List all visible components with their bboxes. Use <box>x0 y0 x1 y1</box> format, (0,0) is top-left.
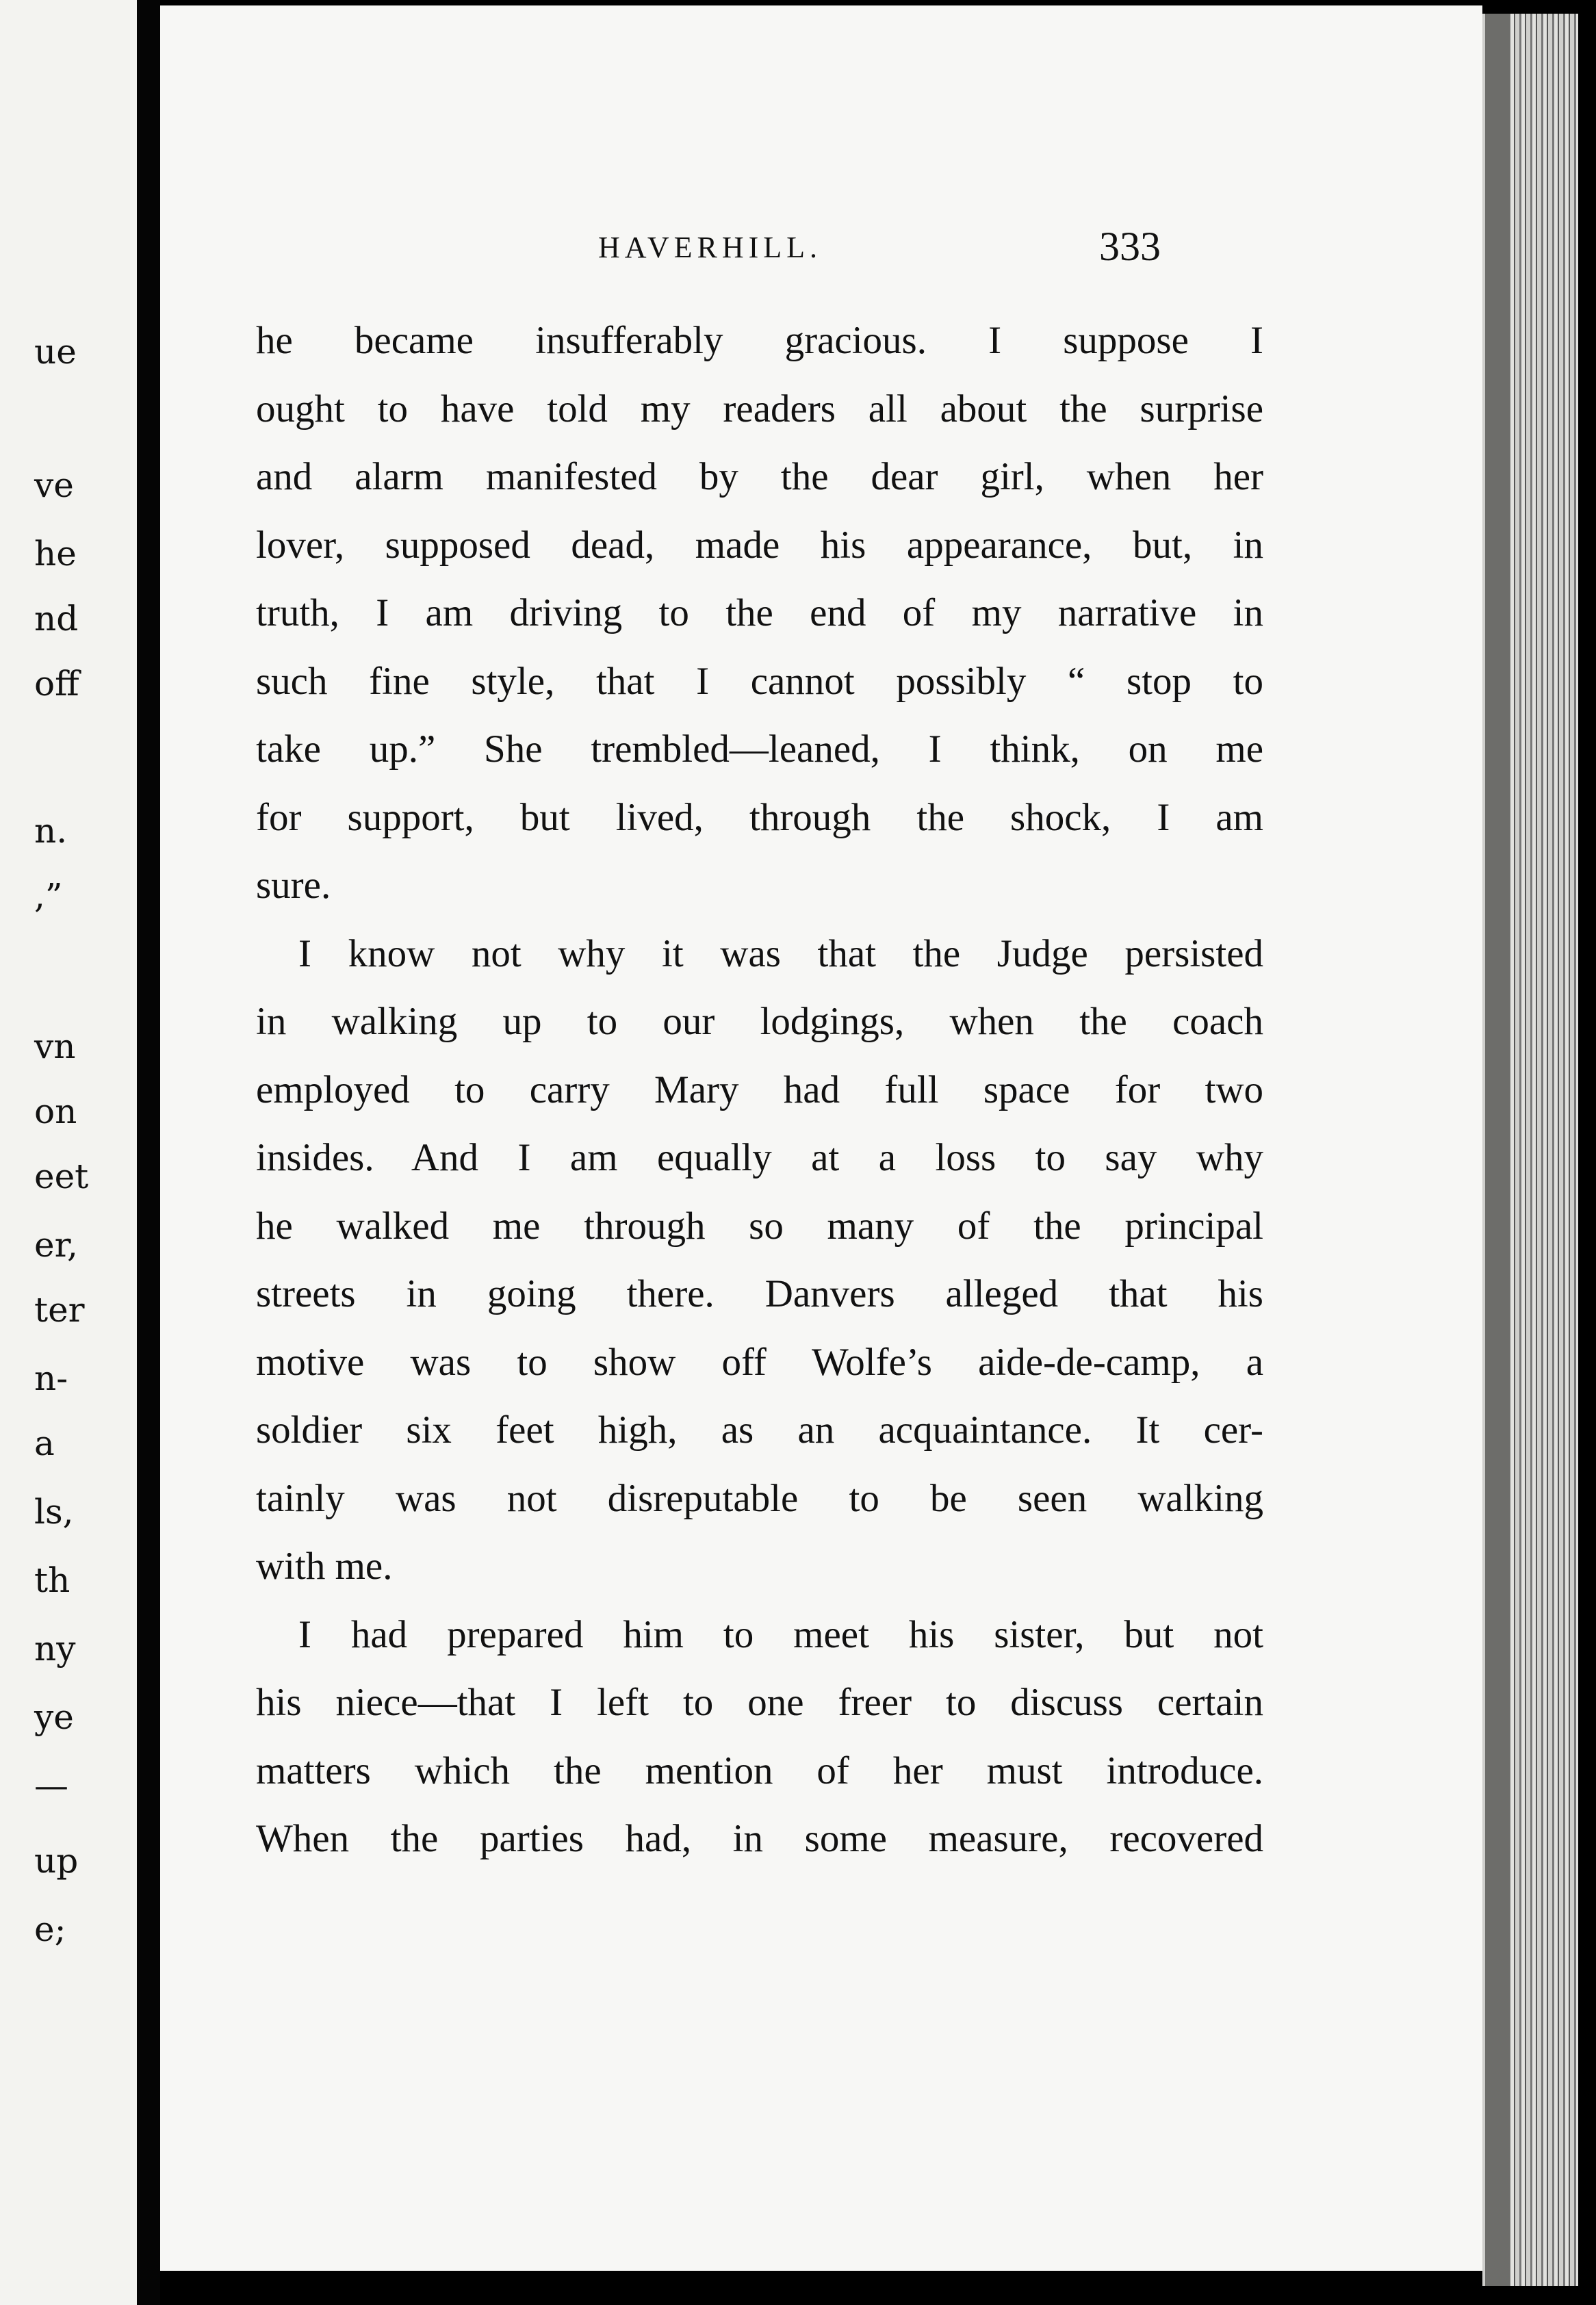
facing-page-fragment: er, <box>34 1225 78 1265</box>
facing-page-fragment: vn <box>34 1027 76 1066</box>
paragraph <box>256 1601 1263 1873</box>
facing-page-fragment: off <box>34 664 79 704</box>
book-page <box>160 5 1482 2271</box>
facing-page-fragment: nd <box>34 599 79 639</box>
running-head: HAVERHILL. <box>598 231 823 264</box>
facing-page-fragment: n- <box>34 1358 68 1398</box>
facing-page-fragment: eet <box>34 1157 89 1196</box>
facing-page-fragment: he <box>34 534 77 574</box>
page-header <box>160 223 1482 271</box>
facing-page-fragment: ls, <box>34 1492 74 1532</box>
text-line: soldier six feet high, as an acquaintance. It cer- <box>256 1408 1263 1452</box>
text-line: When the parties had, in some measure, recovered <box>256 1817 1263 1860</box>
body-text <box>256 307 1263 1873</box>
paragraph <box>256 307 1263 920</box>
facing-page-fragment: e; <box>34 1909 66 1949</box>
text-line: insides. And I am equally at a loss to say why <box>256 1136 1263 1179</box>
page-edge-shadow <box>1485 14 1510 2286</box>
facing-page-fragment: th <box>34 1560 70 1600</box>
text-line: in walking up to our lodgings, when the coach <box>256 1000 1263 1043</box>
text-line: I had prepared him to meet his sister, but not <box>298 1612 1263 1656</box>
facing-page-fragment: ve <box>34 465 74 505</box>
text-line: tainly was not disreputable to be seen walking <box>256 1476 1263 1520</box>
text-line: truth, I am driving to the end of my narrative in <box>256 591 1263 634</box>
facing-page-fragment: — <box>34 1766 68 1805</box>
text-line: ought to have told my readers all about the surprise <box>256 387 1263 430</box>
text-line: and alarm manifested by the dear girl, when her <box>256 455 1263 498</box>
facing-page-fragment: ter <box>34 1290 85 1330</box>
text-line: with me. <box>256 1545 393 1588</box>
facing-page-fragment: ye <box>34 1697 74 1737</box>
paragraph <box>256 920 1263 1601</box>
facing-page-fragment: ,” <box>34 876 63 916</box>
facing-page-fragment: ny <box>34 1629 76 1669</box>
book-gutter <box>137 0 160 2305</box>
text-line: he became insufferably gracious. I suppose I <box>256 319 1263 362</box>
text-line: such fine style, that I cannot possibly “ stop to <box>256 659 1263 703</box>
facing-page-fragment: a <box>34 1424 55 1463</box>
page-number: 333 <box>1099 224 1161 269</box>
facing-page-fragment: up <box>34 1841 79 1881</box>
text-line: streets in going there. Danvers alleged that his <box>256 1272 1263 1315</box>
text-line: matters which the mention of her must introduce. <box>256 1749 1263 1792</box>
text-line: sure. <box>256 864 331 907</box>
text-line: motive was to show off Wolfe’s aide-de-camp, a <box>256 1340 1263 1384</box>
text-line: employed to carry Mary had full space for two <box>256 1068 1263 1111</box>
text-line: lover, supposed dead, made his appearance, but, in <box>256 523 1263 567</box>
text-line: for support, but lived, through the shock, I am <box>256 795 1263 839</box>
facing-page-fragment: n. <box>34 811 68 851</box>
facing-page-edge <box>0 0 137 2305</box>
facing-page-fragment: ue <box>34 332 77 372</box>
text-line: I know not why it was that the Judge persisted <box>298 931 1263 975</box>
text-line: his niece—that I left to one freer to discuss certain <box>256 1681 1263 1724</box>
text-line: take up.” She trembled—leaned, I think, on me <box>256 727 1263 771</box>
text-line: he walked me through so many of the principal <box>256 1204 1263 1248</box>
facing-page-fragment: on <box>34 1092 77 1131</box>
